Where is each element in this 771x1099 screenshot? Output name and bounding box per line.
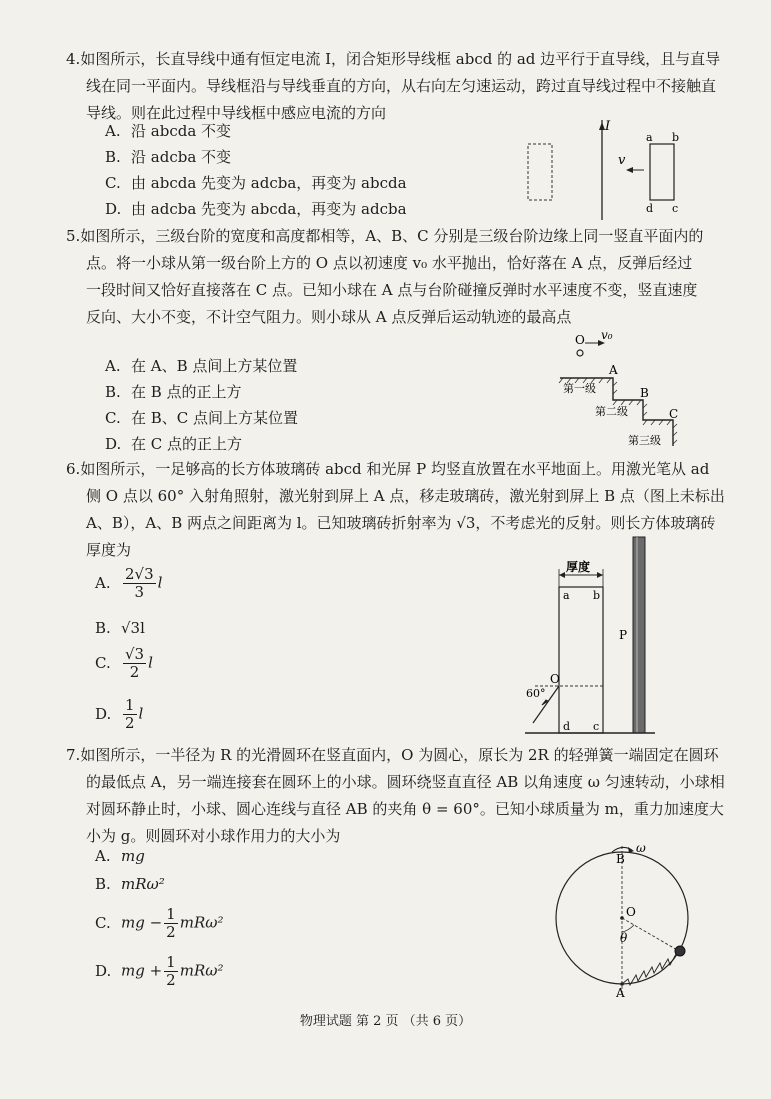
q4-number: 4.	[66, 50, 81, 68]
q6-label-c: c	[593, 720, 600, 733]
q6-label-thickness: 厚度	[566, 560, 591, 574]
q6-figure	[515, 535, 665, 735]
q4-label-b: b	[672, 131, 680, 144]
q6-label-p: P	[619, 628, 628, 642]
q5-option-d: D. 在 C 点的正上方	[105, 435, 243, 453]
q6-label-a: a	[563, 589, 570, 602]
q7-option-b: B. mRω²	[95, 875, 165, 893]
q4-velocity-arrow-icon	[626, 167, 633, 173]
q7-number: 7.	[66, 746, 81, 764]
q4-label-current: I	[605, 119, 611, 134]
q5-ball	[577, 350, 583, 356]
q4-option-d: D. 由 adcba 先变为 abcda，再变为 adcba	[105, 200, 407, 218]
q5-label-v0: v₀	[601, 328, 613, 342]
q5-label-o: O	[575, 333, 585, 347]
q6-glass-block	[559, 587, 603, 733]
q5-figure	[555, 328, 685, 452]
q5-stem: 如图所示，三级台阶的宽度和高度都相等，A、B、C 分别是三级台阶边缘上同一竖直平面内的点。将一小球从第一级台阶上方的 O 点以初速度 v₀ 水平抛出，恰好落在 A 点，反弹后经过一段时间又恰好直接落在 C 点。已知小球在 A 点与台阶碰撞反弹时水平速度不变，竖直速度反向、大小不变，不计空气阻力。则小球从 A 点反弹后运动轨迹的最高点	[80, 227, 704, 326]
page-footer: 物理试题 第 2 页 （共 6 页）	[299, 1014, 472, 1029]
q6-option-c: C. $\frac{√3}{2}$ l	[95, 645, 153, 681]
q6-option-b: B. √3l	[95, 619, 145, 637]
q7-option-c: C. mg − $\frac{1}{2}$ mRω²	[95, 905, 224, 941]
q4-label-velocity: v	[618, 153, 626, 168]
q7-spring	[622, 954, 676, 985]
q4-option-a: A. 沿 abcda 不变	[105, 122, 232, 140]
q4-label-d: d	[646, 202, 654, 215]
q6-option-a: A. $\frac{2√3}{3}$ l	[95, 565, 163, 601]
q7-stem: 如图所示，一半径为 R 的光滑圆环在竖直面内，O 为圆心，原长为 2R 的轻弹簧一端固定在圆环的最低点 A，另一端连接套在圆环上的小球。圆环绕竖直直径 AB 以角速度 ω 匀速转动，小球相对圆环静止时，小球、圆心连线与直径 AB 的夹角 θ = 60°。已知小球质量为 m，重力加速度大小为 g。则圆环对小球作用力的大小为	[80, 746, 725, 845]
q6-label-angle: 60°	[526, 687, 546, 700]
q7-label-a: A	[616, 986, 625, 1000]
q5-option-a: A. 在 A、B 点间上方某位置	[105, 357, 298, 375]
q7-figure	[540, 840, 720, 1000]
q5-label-step3: 第三级	[628, 434, 661, 447]
q6-label-b: b	[593, 589, 601, 602]
q7-label-o: O	[626, 905, 636, 919]
q5-option-b: B. 在 B 点的正上方	[105, 383, 242, 401]
q4-dashed-frame	[528, 144, 552, 200]
q7-label-b: B	[616, 852, 625, 866]
q5-label-step2: 第二级	[595, 405, 628, 418]
q4-stem: 如图所示，长直导线中通有恒定电流 I，闭合矩形导线框 abcd 的 ad 边平行于直导线，且与直导线在同一平面内。导线框沿与导线垂直的方向，从右向左匀速运动，跨过直导线过程中不接触直导线。则在此过程中导线框中感应电流的方向	[80, 50, 721, 122]
q5-option-c: C. 在 B、C 点间上方某位置	[105, 409, 299, 427]
q4-coil-frame	[650, 144, 674, 200]
q6-label-d: d	[563, 720, 571, 733]
q6-label-o: O	[550, 672, 560, 686]
q7-option-a: A. mg	[95, 847, 145, 865]
q5-label-b: B	[640, 386, 649, 400]
q5-label-step1: 第一级	[563, 382, 596, 395]
question-5	[66, 223, 706, 331]
q7-label-omega: ω	[636, 841, 646, 855]
q4-figure	[520, 112, 700, 222]
q6-screen-p	[633, 537, 645, 733]
q5-number: 5.	[66, 227, 81, 245]
q4-option-b: B. 沿 adcba 不变	[105, 148, 232, 166]
q7-option-d: D. mg + $\frac{1}{2}$ mRω²	[95, 953, 224, 989]
q6-option-d: D. $\frac{1}{2}$ l	[95, 696, 144, 732]
q7-label-theta: θ	[620, 931, 628, 945]
q4-label-a: a	[646, 131, 653, 144]
q6-number: 6.	[66, 460, 81, 478]
q5-label-c: C	[669, 407, 679, 421]
q7-ball	[675, 946, 685, 956]
q6-stem: 如图所示，一足够高的长方体玻璃砖 abcd 和光屏 P 均竖直放置在水平地面上。用激光笔从 ad 侧 O 点以 60° 入射角照射，激光射到屏上 A 点，移走玻璃砖，激光射到屏上 B 点（图上未标出 A、B），A、B 两点之间距离为 l。已知玻璃砖折射率为 √3，不考虑光的反射。则长方体玻璃砖厚度为	[80, 460, 725, 559]
q5-label-a: A	[609, 363, 618, 377]
q4-option-c: C. 由 abcda 先变为 adcba，再变为 abcda	[105, 174, 407, 192]
question-7	[66, 742, 726, 850]
q4-label-c: c	[672, 202, 679, 215]
q7-radius-line	[622, 918, 679, 951]
